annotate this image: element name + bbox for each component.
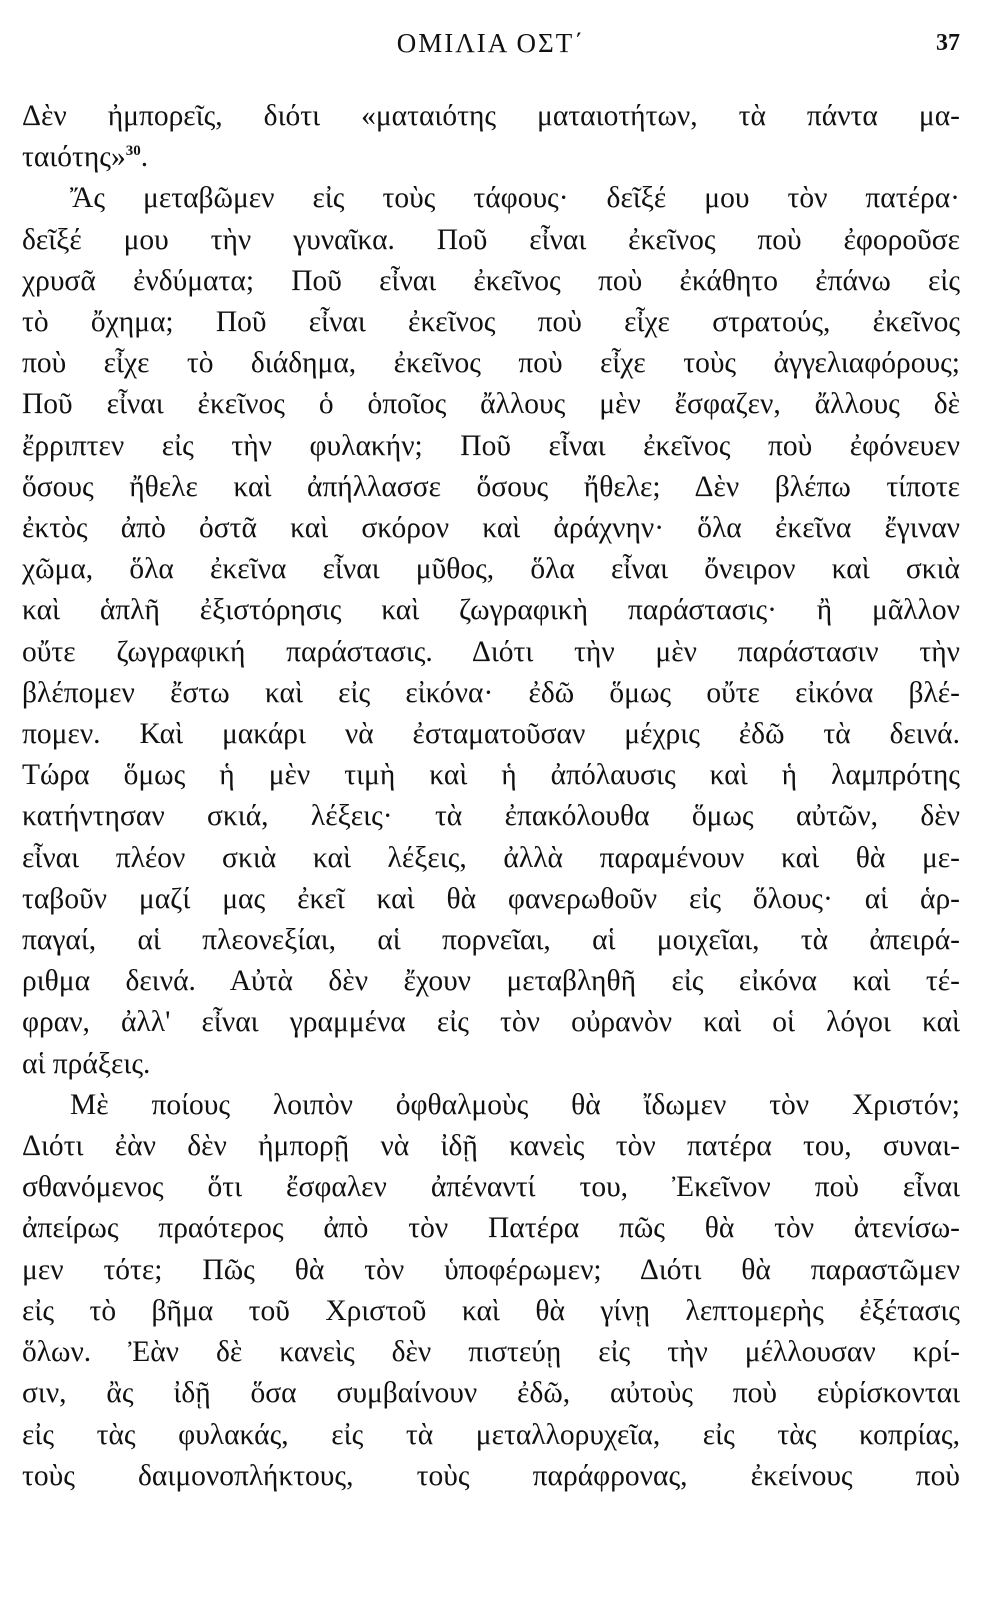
text-line: σθανόμενος ὅτι ἔσφαλεν ἀπέναντί του, Ἐκεῖνον ποὺ εἶναι xyxy=(22,1171,960,1204)
text-line: κατήντησαν σκιά, λέξεις· τὰ ἐπακόλουθα ὅμως αὐτῶν, δὲν xyxy=(22,800,960,833)
text-line: Διότι ἐὰν δὲν ἠμπορῇ νὰ ἰδῇ κανεὶς τὸν πατέρα του, συναι- xyxy=(22,1130,960,1163)
text-line: τοὺς δαιμονοπλήκτους, τοὺς παράφρονας, ἐκείνους ποὺ xyxy=(22,1459,960,1492)
body-text xyxy=(22,96,960,1497)
page-header xyxy=(22,28,960,68)
text-line: ταβοῦν μαζί μας ἐκεῖ καὶ θὰ φανερωθοῦν εἰς ὅλους· αἱ ἁρ- xyxy=(22,882,960,915)
text-line: Μὲ ποίους λοιπὸν ὀφθαλμοὺς θὰ ἴδωμεν τὸν Χριστόν; xyxy=(70,1088,960,1121)
text-line: ἔρριπτεν εἰς τὴν φυλακήν; Ποῦ εἶναι ἐκεῖνος ποὺ ἐφόνευεν xyxy=(22,429,960,462)
text-line: Δὲν ἠμπορεῖς, διότι «ματαιότης ματαιοτήτων, τὰ πάντα μα- xyxy=(22,100,960,132)
page-number: 37 xyxy=(936,30,960,56)
text-line: ριθμα δεινά. Αὐτὰ δὲν ἔχουν μεταβληθῆ εἰς εἰκόνα καὶ τέ- xyxy=(22,965,960,998)
text-line: παγαί, αἱ πλεονεξίαι, αἱ πορνεῖαι, αἱ μοιχεῖαι, τὰ ἀπειρά- xyxy=(22,924,960,957)
text-line: σιν, ἂς ἰδῇ ὅσα συμβαίνουν ἐδῶ, αὐτοὺς ποὺ εὑρίσκονται xyxy=(22,1377,960,1410)
text-line: μεν τότε; Πῶς θὰ τὸν ὑποφέρωμεν; Διότι θὰ παραστῶμεν xyxy=(22,1253,960,1286)
text-line: ὅλων. Ἐὰν δὲ κανεὶς δὲν πιστεύῃ εἰς τὴν μέλλουσαν κρί- xyxy=(22,1336,960,1369)
text-line-fragment: ταιότης» xyxy=(22,141,126,174)
text-line: χρυσᾶ ἐνδύματα; Ποῦ εἶναι ἐκεῖνος ποὺ ἐκάθητο ἐπάνω εἰς xyxy=(22,264,960,297)
text-line: τὸ ὄχημα; Ποῦ εἶναι ἐκεῖνος ποὺ εἶχε στρατούς, ἐκεῖνος xyxy=(22,306,960,339)
running-title: ΟΜΙΛΙΑ ΟΣΤ΄ xyxy=(396,28,586,58)
text-line: ποὺ εἶχε τὸ διάδημα, ἐκεῖνος ποὺ εἶχε τοὺς ἀγγελιαφόρους; xyxy=(22,347,960,380)
text-line: Τώρα ὅμως ἡ μὲν τιμὴ καὶ ἡ ἀπόλαυσις καὶ ἡ λαμπρότης xyxy=(22,759,960,792)
text-line: Ποῦ εἶναι ἐκεῖνος ὁ ὁποῖος ἄλλους μὲν ἔσφαζεν, ἄλλους δὲ xyxy=(22,388,960,421)
text-line: ἐκτὸς ἀπὸ ὀστᾶ καὶ σκόρον καὶ ἀράχνην· ὅλα ἐκεῖνα ἔγιναν xyxy=(22,512,960,545)
text-line: πομεν. Καὶ μακάρι νὰ ἐσταματοῦσαν μέχρις ἐδῶ τὰ δεινά. xyxy=(22,718,960,751)
text-line: αἱ πράξεις. xyxy=(22,1047,151,1080)
text-line: οὔτε ζωγραφική παράστασις. Διότι τὴν μὲν παράστασιν τὴν xyxy=(22,635,960,668)
text-line: εἶναι πλέον σκιὰ καὶ λέξεις, ἀλλὰ παραμένουν καὶ θὰ με- xyxy=(22,841,960,874)
text-line: ἀπείρως πραότερος ἀπὸ τὸν Πατέρα πῶς θὰ τὸν ἀτενίσω- xyxy=(22,1212,960,1245)
text-line: φραν, ἀλλ' εἶναι γραμμένα εἰς τὸν οὐρανὸν καὶ οἱ λόγοι καὶ xyxy=(22,1006,960,1039)
text-line: εἰς τὸ βῆμα τοῦ Χριστοῦ καὶ θὰ γίνῃ λεπτομερὴς ἐξέτασις xyxy=(22,1294,960,1327)
text-line: εἰς τὰς φυλακάς, εἰς τὰ μεταλλορυχεῖα, εἰς τὰς κοπρίας, xyxy=(22,1418,960,1451)
text-line: χῶμα, ὅλα ἐκεῖνα εἶναι μῦθος, ὅλα εἶναι ὄνειρον καὶ σκιὰ xyxy=(22,553,960,586)
text-line: Ἄς μεταβῶμεν εἰς τοὺς τάφους· δεῖξέ μου τὸν πατέρα· xyxy=(70,182,960,215)
text-line: δεῖξέ μου τὴν γυναῖκα. Ποῦ εἶναι ἐκεῖνος ποὺ ἐφοροῦσε xyxy=(22,223,960,256)
text-line: ὅσους ἤθελε καὶ ἀπήλλασσε ὅσους ἤθελε; Δὲν βλέπω τίποτε xyxy=(22,470,960,503)
text-line: βλέπομεν ἔστω καὶ εἰς εἰκόνα· ἐδῶ ὅμως οὔτε εἰκόνα βλέ- xyxy=(22,676,960,709)
footnote-reference[interactable]: 30 xyxy=(125,143,141,160)
text-line-fragment: . xyxy=(140,141,149,174)
text-line xyxy=(22,137,960,178)
text-line: καὶ ἁπλῆ ἐξιστόρησις καὶ ζωγραφικὴ παράστασις· ἢ μᾶλλον xyxy=(22,594,960,627)
